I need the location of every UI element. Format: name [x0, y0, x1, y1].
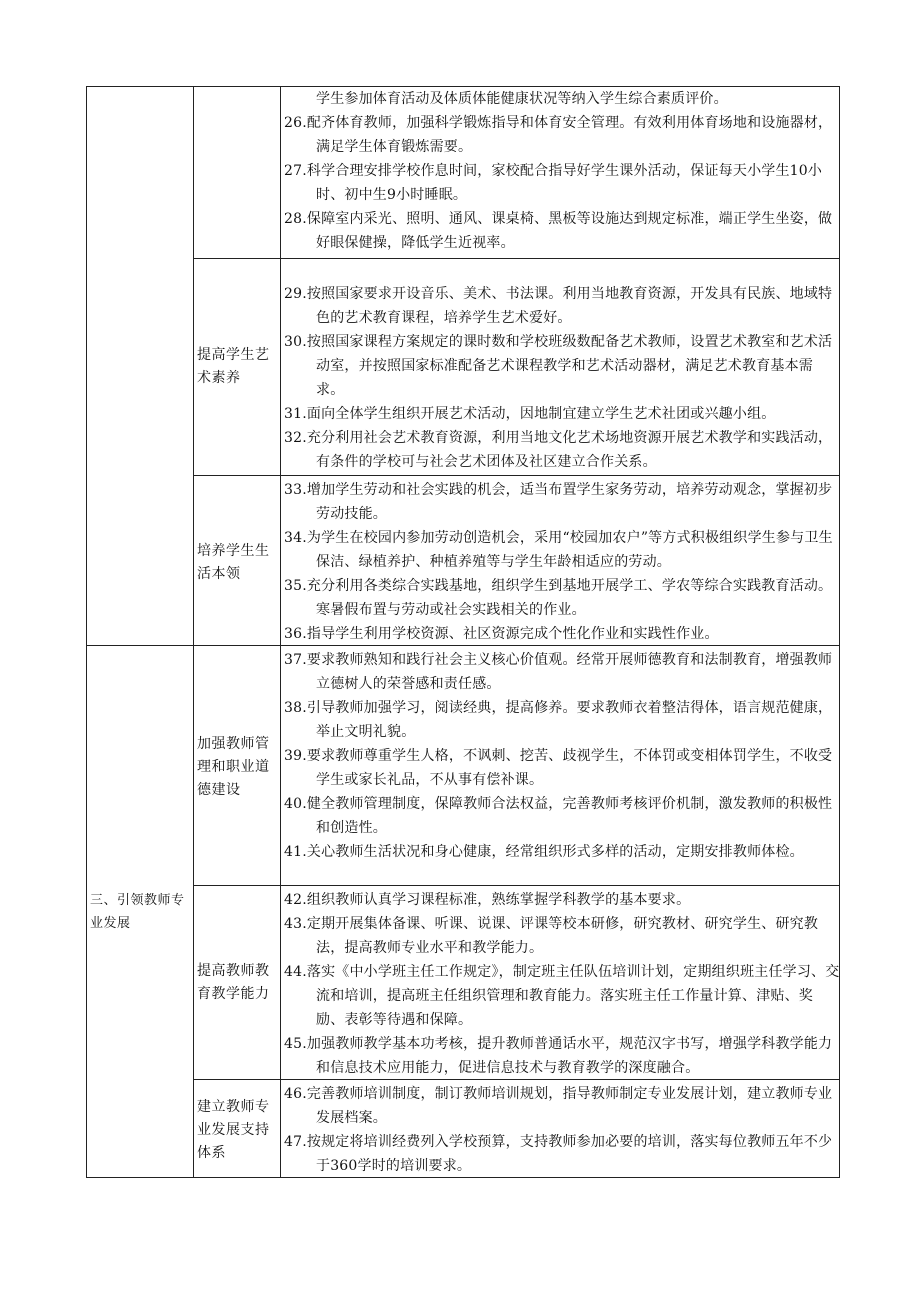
- list-item: 39.要求教师尊重学生人格，不讽刺、挖苦、歧视学生，不体罚或变相体罚学生，不收受学生或家长礼品，不从事有偿补课。: [284, 748, 833, 788]
- list-item: 学生参加体育活动及体质体能健康状况等纳入学生综合素质评价。: [316, 91, 728, 107]
- row-divider: [193, 1079, 840, 1080]
- list-item: 44.落实《中小学班主任工作规定》，制定班主任队伍培训计划，定期组织班主任学习、交流和培训，提高班主任组织管理和教育能力。落实班主任工作量计算、津贴、奖励、表彰等待遇和保障。: [284, 964, 840, 1028]
- content-cell: [284, 478, 840, 644]
- subcategory-label: 提高教师教育教学能力: [197, 963, 270, 1002]
- list-item: 41.关心教师生活状况和身心健康，经常组织形式多样的活动，定期安排教师体检。: [284, 844, 804, 860]
- table-divider-col2: [280, 86, 281, 1178]
- content-cell: [284, 282, 840, 474]
- list-item: 37.要求教师熟知和践行社会主义核心价值观。经常开展师德教育和法制教育，增强教师立德树人的荣誉感和责任感。: [284, 652, 833, 692]
- section-divider: [86, 645, 840, 646]
- section-label: 三、引领教师专业发展: [90, 893, 185, 931]
- subcategory-label: 建立教师专业发展支持体系: [197, 1099, 270, 1161]
- subcategory-label: 培养学生生活本领: [197, 543, 270, 582]
- subcategory-label: 提高学生艺术素养: [197, 347, 270, 386]
- list-item: 27.科学合理安排学校作息时间，家校配合指导好学生课外活动，保证每天小学生10小时、初中生9小时睡眠。: [284, 163, 823, 203]
- list-item: 45.加强教师教学基本功考核，提升教师普通话水平，规范汉字书写，增强学科教学能力和信息技术应用能力，促进信息技术与教育教学的深度融合。: [284, 1036, 833, 1076]
- row-divider: [193, 885, 840, 886]
- content-cell: [284, 888, 840, 1078]
- list-item: 29.按照国家要求开设音乐、美术、书法课。利用当地教育资源，开发具有民族、地域特色的艺术教育课程，培养学生艺术爱好。: [284, 286, 833, 326]
- content-cell: [284, 648, 840, 884]
- table-border-left: [86, 86, 87, 1178]
- list-item: 38.引导教师加强学习，阅读经典，提高修养。要求教师衣着整洁得体，语言规范健康，举止文明礼貌。: [284, 700, 833, 740]
- list-item: 47.按规定将培训经费列入学校预算，支持教师参加必要的培训，落实每位教师五年不少于360学时的培训要求。: [284, 1134, 833, 1174]
- table-border-bottom: [86, 1177, 840, 1178]
- list-item: 34.为学生在校园内参加劳动创造机会，采用“校园加农户”等方式积极组织学生参与卫生保洁、绿植养护、种植养殖等与学生年龄相适应的劳动。: [284, 530, 833, 570]
- row-divider: [193, 475, 840, 476]
- list-item: 43.定期开展集体备课、听课、说课、评课等校本研修，研究教材、研究学生、研究教法，提高教师专业水平和教学能力。: [284, 916, 819, 956]
- row-divider: [193, 258, 840, 259]
- subcategory-label: 加强教师管理和职业道德建设: [197, 736, 270, 798]
- list-item: 26.配齐体育教师，加强科学锻炼指导和体育安全管理。有效利用体育场地和设施器材，满足学生体育锻炼需要。: [284, 115, 833, 155]
- list-item: 28.保障室内采光、照明、通风、课桌椅、黑板等设施达到规定标准，端正学生坐姿，做好眼保健操，降低学生近视率。: [284, 211, 833, 251]
- list-item: 46.完善教师培训制度，制订教师培训规划，指导教师制定专业发展计划，建立教师专业发展档案。: [284, 1086, 833, 1126]
- list-item: 32.充分利用社会艺术教育资源，利用当地文化艺术场地资源开展艺术教学和实践活动，有条件的学校可与社会艺术团体及社区建立合作关系。: [284, 430, 833, 470]
- list-item: 36.指导学生利用学校资源、社区资源完成个性化作业和实践性作业。: [284, 626, 719, 642]
- list-item: 30.按照国家课程方案规定的课时数和学校班级数配备艺术教师，设置艺术教室和艺术活动室，并按照国家标准配备艺术课程教学和艺术活动器材，满足艺术教育基本需求。: [284, 334, 833, 398]
- list-item: 35.充分利用各类综合实践基地，组织学生到基地开展学工、学农等综合实践教育活动。寒暑假布置与劳动或社会实践相关的作业。: [284, 578, 833, 618]
- content-cell: [284, 87, 840, 257]
- list-item: 40.健全教师管理制度，保障教师合法权益，完善教师考核评价机制，激发教师的积极性和创造性。: [284, 796, 833, 836]
- list-item: 42.组织教师认真学习课程标准，熟练掌握学科教学的基本要求。: [284, 892, 691, 908]
- table-divider-col1: [193, 86, 194, 1178]
- list-item: 33.增加学生劳动和社会实践的机会，适当布置学生家务劳动，培养劳动观念，掌握初步劳动技能。: [284, 482, 833, 522]
- list-item: 31.面向全体学生组织开展艺术活动，因地制宜建立学生艺术社团或兴趣小组。: [284, 406, 776, 422]
- content-cell: [284, 1082, 840, 1177]
